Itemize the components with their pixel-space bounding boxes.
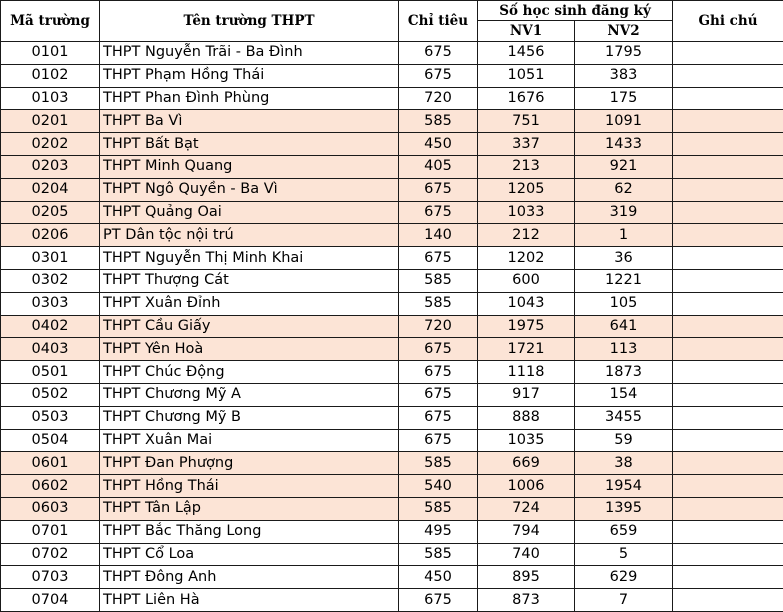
table-row [1,338,783,361]
table-row [1,589,783,612]
school-code-cell: 0501 [1,361,100,384]
nv1-count-cell: 1033 [478,201,575,224]
table-row [1,315,783,338]
school-code-cell: 0204 [1,178,100,201]
nv1-count-cell: 1676 [478,87,575,110]
note-cell [673,224,783,247]
nv2-count-cell: 659 [575,520,673,543]
note-cell [673,543,783,566]
nv2-count-cell: 62 [575,178,673,201]
school-name-cell: THPT Bất Bạt [100,133,399,156]
nv1-count-cell: 213 [478,155,575,178]
nv2-count-cell: 1954 [575,475,673,498]
quota-cell: 540 [399,475,478,498]
nv2-count-cell: 175 [575,87,673,110]
nv2-count-cell: 105 [575,292,673,315]
school-name-cell: THPT Ngô Quyền - Ba Vì [100,178,399,201]
school-name-cell: THPT Tân Lập [100,497,399,520]
nv1-count-cell: 740 [478,543,575,566]
school-code-cell: 0202 [1,133,100,156]
note-cell [673,201,783,224]
note-cell [673,64,783,87]
school-name-cell: THPT Quảng Oai [100,201,399,224]
table-row [1,247,783,270]
nv1-count-cell: 724 [478,497,575,520]
note-cell [673,452,783,475]
nv2-count-cell: 7 [575,589,673,612]
school-name-cell: THPT Cổ Loa [100,543,399,566]
nv1-count-cell: 1721 [478,338,575,361]
quota-cell: 495 [399,520,478,543]
school-name-cell: THPT Bắc Thăng Long [100,520,399,543]
school-name-cell: THPT Chương Mỹ A [100,383,399,406]
quota-cell: 675 [399,201,478,224]
school-name-cell: THPT Xuân Mai [100,429,399,452]
nv1-count-cell: 669 [478,452,575,475]
table-row [1,406,783,429]
school-code-cell: 0502 [1,383,100,406]
nv1-count-cell: 1205 [478,178,575,201]
note-cell [673,315,783,338]
note-cell [673,429,783,452]
school-code-cell: 0402 [1,315,100,338]
table-row [1,87,783,110]
table-row [1,452,783,475]
note-cell [673,247,783,270]
school-code-cell: 0205 [1,201,100,224]
nv1-count-cell: 337 [478,133,575,156]
quota-cell: 675 [399,361,478,384]
note-cell [673,497,783,520]
school-name-cell: THPT Chương Mỹ B [100,406,399,429]
school-name-cell: PT Dân tộc nội trú [100,224,399,247]
note-cell [673,338,783,361]
school-code-cell: 0201 [1,110,100,133]
quota-cell: 675 [399,589,478,612]
school-name-cell: THPT Đan Phượng [100,452,399,475]
nv2-count-cell: 319 [575,201,673,224]
school-name-cell: THPT Ba Vì [100,110,399,133]
table-row [1,42,783,65]
note-cell [673,110,783,133]
quota-cell: 675 [399,247,478,270]
nv1-count-cell: 1975 [478,315,575,338]
nv2-count-cell: 1873 [575,361,673,384]
table-row [1,429,783,452]
quota-cell: 675 [399,383,478,406]
table-row [1,475,783,498]
table-row [1,178,783,201]
school-code-cell: 0503 [1,406,100,429]
nv1-count-cell: 751 [478,110,575,133]
table-row [1,520,783,543]
quota-cell: 585 [399,497,478,520]
school-code-cell: 0101 [1,42,100,65]
note-cell [673,520,783,543]
school-code-cell: 0303 [1,292,100,315]
quota-cell: 450 [399,566,478,589]
table-row [1,201,783,224]
quota-cell: 585 [399,543,478,566]
table-row [1,269,783,292]
school-code-cell: 0603 [1,497,100,520]
table-row [1,292,783,315]
school-code-cell: 0403 [1,338,100,361]
school-name-cell: THPT Liên Hà [100,589,399,612]
school-name-cell: THPT Yên Hoà [100,338,399,361]
nv1-count-cell: 917 [478,383,575,406]
table-row [1,133,783,156]
quota-cell: 720 [399,315,478,338]
table-row [1,155,783,178]
nv2-count-cell: 629 [575,566,673,589]
quota-cell: 675 [399,42,478,65]
note-cell [673,361,783,384]
table-row [1,64,783,87]
nv2-count-cell: 1795 [575,42,673,65]
nv1-count-cell: 1035 [478,429,575,452]
nv2-count-cell: 5 [575,543,673,566]
school-code-cell: 0703 [1,566,100,589]
quota-cell: 675 [399,429,478,452]
table-row [1,224,783,247]
note-cell [673,589,783,612]
table-row [1,361,783,384]
note-cell [673,155,783,178]
school-name-cell: THPT Hồng Thái [100,475,399,498]
nv1-count-cell: 895 [478,566,575,589]
school-code-cell: 0102 [1,64,100,87]
note-cell [673,178,783,201]
nv2-count-cell: 113 [575,338,673,361]
school-code-cell: 0702 [1,543,100,566]
table-body [1,42,783,612]
nv1-count-cell: 1456 [478,42,575,65]
school-code-cell: 0103 [1,87,100,110]
note-cell [673,87,783,110]
note-cell [673,475,783,498]
header-registered-students: Số học sinh đăng ký [478,1,673,21]
quota-cell: 675 [399,406,478,429]
nv2-count-cell: 3455 [575,406,673,429]
quota-cell: 585 [399,452,478,475]
school-name-cell: THPT Chúc Động [100,361,399,384]
school-name-cell: THPT Nguyễn Thị Minh Khai [100,247,399,270]
note-cell [673,269,783,292]
nv2-count-cell: 1091 [575,110,673,133]
header-nv2: NV2 [575,21,673,42]
school-name-cell: THPT Cầu Giấy [100,315,399,338]
nv1-count-cell: 600 [478,269,575,292]
nv1-count-cell: 888 [478,406,575,429]
header-quota: Chỉ tiêu [399,1,478,42]
note-cell [673,292,783,315]
table-row [1,497,783,520]
nv2-count-cell: 36 [575,247,673,270]
nv1-count-cell: 212 [478,224,575,247]
note-cell [673,383,783,406]
quota-cell: 675 [399,178,478,201]
school-code-cell: 0704 [1,589,100,612]
nv1-count-cell: 1051 [478,64,575,87]
nv2-count-cell: 1395 [575,497,673,520]
nv1-count-cell: 1043 [478,292,575,315]
nv2-count-cell: 1221 [575,269,673,292]
note-cell [673,566,783,589]
school-code-cell: 0206 [1,224,100,247]
table-row [1,543,783,566]
nv2-count-cell: 921 [575,155,673,178]
nv1-count-cell: 873 [478,589,575,612]
quota-cell: 675 [399,338,478,361]
nv1-count-cell: 1118 [478,361,575,384]
school-name-cell: THPT Phạm Hồng Thái [100,64,399,87]
school-name-cell: THPT Nguyễn Trãi - Ba Đình [100,42,399,65]
school-name-cell: THPT Minh Quang [100,155,399,178]
school-code-cell: 0302 [1,269,100,292]
school-name-cell: THPT Đông Anh [100,566,399,589]
quota-cell: 140 [399,224,478,247]
nv2-count-cell: 59 [575,429,673,452]
nv2-count-cell: 1433 [575,133,673,156]
nv1-count-cell: 794 [478,520,575,543]
nv2-count-cell: 383 [575,64,673,87]
school-code-cell: 0301 [1,247,100,270]
school-name-cell: THPT Phan Đình Phùng [100,87,399,110]
school-code-cell: 0203 [1,155,100,178]
quota-cell: 450 [399,133,478,156]
school-name-cell: THPT Xuân Đỉnh [100,292,399,315]
quota-cell: 675 [399,64,478,87]
table-row [1,383,783,406]
table-header [1,1,783,42]
nv1-count-cell: 1006 [478,475,575,498]
quota-cell: 405 [399,155,478,178]
table-row [1,110,783,133]
note-cell [673,406,783,429]
header-school-code: Mã trường [1,1,100,42]
nv2-count-cell: 154 [575,383,673,406]
header-school-name: Tên trường THPT [100,1,399,42]
header-note: Ghi chú [673,1,783,42]
table-row [1,566,783,589]
school-code-cell: 0601 [1,452,100,475]
nv1-count-cell: 1202 [478,247,575,270]
quota-cell: 585 [399,269,478,292]
nv2-count-cell: 1 [575,224,673,247]
school-name-cell: THPT Thượng Cát [100,269,399,292]
school-code-cell: 0504 [1,429,100,452]
nv2-count-cell: 38 [575,452,673,475]
school-code-cell: 0602 [1,475,100,498]
nv2-count-cell: 641 [575,315,673,338]
quota-cell: 585 [399,292,478,315]
note-cell [673,133,783,156]
header-nv1: NV1 [478,21,575,42]
quota-cell: 720 [399,87,478,110]
school-code-cell: 0701 [1,520,100,543]
quota-cell: 585 [399,110,478,133]
note-cell [673,42,783,65]
